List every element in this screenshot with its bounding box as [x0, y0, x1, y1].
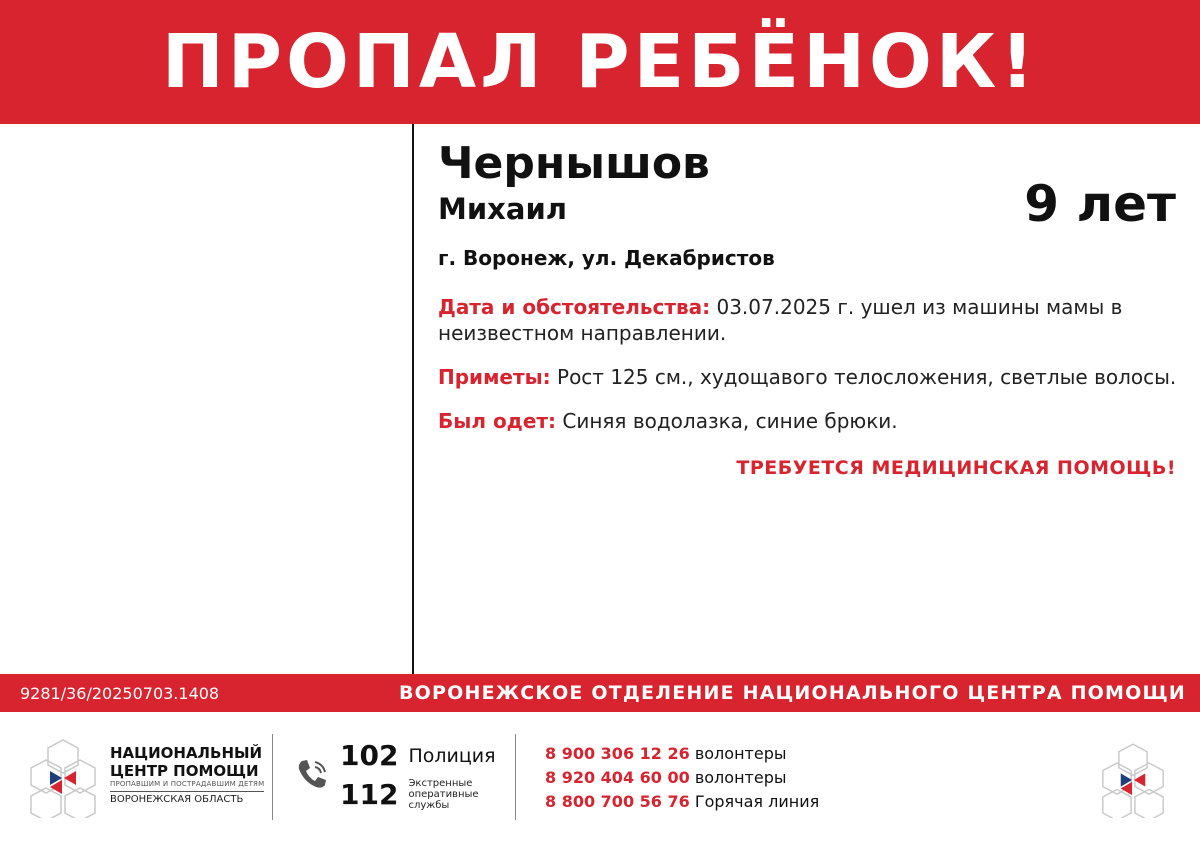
emergency-number: 102: [340, 739, 399, 772]
person-age: 9 лет: [1024, 175, 1176, 233]
clothing-text: Синяя водолазка, синие брюки.: [556, 409, 898, 433]
contact-label: Горячая линия: [689, 792, 820, 811]
circumstances-label: Дата и обстоятельства:: [438, 295, 711, 319]
emergency-label: Полиция: [408, 745, 496, 767]
footer-divider: [515, 734, 516, 820]
case-id: 9281/36/20250703.1408: [20, 683, 220, 703]
contact-item: [545, 790, 819, 814]
org-logo-text: [110, 744, 264, 807]
poster-footer: [0, 712, 1200, 845]
circumstances-text: 03.07.2025 г. ушел из машины мамы в неизвестном направлении.: [438, 295, 1123, 345]
hexagon-cube-logo-small-icon: [1100, 742, 1166, 818]
photo-placeholder: [0, 124, 414, 674]
footer-divider: [272, 734, 273, 820]
emergency-number: 112: [340, 777, 399, 811]
person-info: [438, 124, 1178, 674]
poster-title: ПРОПАЛ РЕБЁНОК!: [161, 19, 1039, 105]
logo-line-4: ВОРОНЕЖСКАЯ ОБЛАСТЬ: [110, 791, 264, 807]
person-address: г. Воронеж, ул. Декабристов: [438, 246, 775, 270]
features-paragraph: [438, 364, 1178, 390]
emergency-label: Экстренные оперативные службы: [408, 778, 479, 811]
features-text: Рост 125 см., худощавого телосложения, светлые волосы.: [550, 365, 1177, 389]
circumstances-paragraph: [438, 294, 1178, 346]
emergency-services: [340, 778, 488, 811]
features-label: Приметы:: [438, 365, 551, 389]
contact-label: волонтеры: [689, 744, 787, 763]
clothing-paragraph: [438, 408, 1178, 434]
org-name: ВОРОНЕЖСКОЕ ОТДЕЛЕНИЕ НАЦИОНАЛЬНОГО ЦЕНТРА ПОМОЩИ: [398, 682, 1186, 704]
contact-phone: 8 900 306 12 26: [545, 744, 690, 763]
contact-item: [545, 742, 819, 766]
contact-item: [545, 766, 819, 790]
hexagon-cube-logo-icon: [28, 738, 98, 818]
person-surname: Чернышов: [438, 138, 710, 189]
logo-line-2: ЦЕНТР ПОМОЩИ: [110, 762, 259, 780]
contact-phone: 8 800 700 56 76: [545, 792, 690, 811]
logo-line-3: ПРОПАВШИМ И ПОСТРАДАВШИМ ДЕТЯМ: [110, 780, 265, 788]
org-band: [0, 674, 1200, 712]
clothing-label: Был одет:: [438, 409, 556, 433]
poster-header: [0, 0, 1200, 124]
medical-alert: ТРЕБУЕТСЯ МЕДИЦИНСКАЯ ПОМОЩЬ!: [736, 457, 1176, 479]
phone-icon: [294, 756, 330, 792]
emergency-police: [340, 739, 496, 772]
contact-label: волонтеры: [689, 768, 787, 787]
person-first-name: Михаил: [438, 192, 568, 226]
contact-list: [545, 742, 819, 814]
logo-line-1: НАЦИОНАЛЬНЫЙ: [110, 744, 263, 762]
contact-phone: 8 920 404 60 00: [545, 768, 690, 787]
